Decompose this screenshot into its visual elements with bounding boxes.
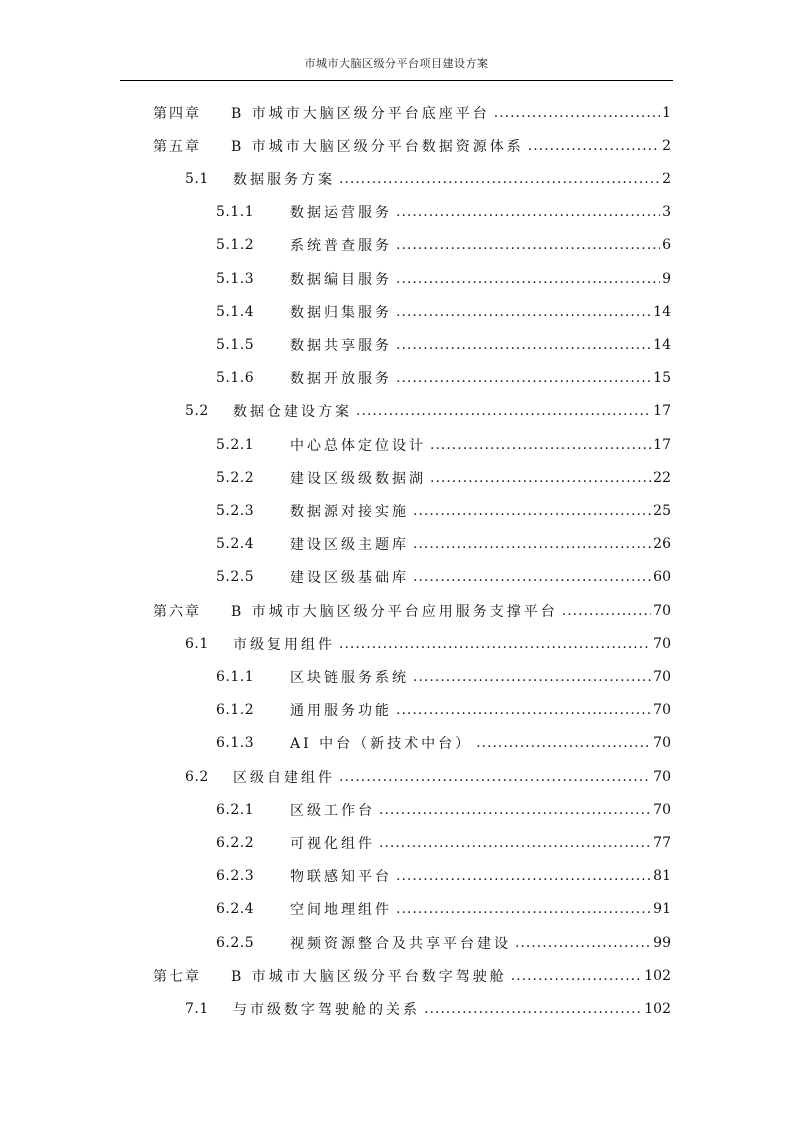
toc-entry[interactable] bbox=[185, 627, 671, 660]
toc-entry-number: 5.1 bbox=[185, 170, 209, 187]
toc-entry[interactable] bbox=[216, 860, 671, 893]
toc-entry[interactable] bbox=[216, 793, 671, 826]
toc-entry[interactable] bbox=[216, 727, 671, 760]
toc-entry-title: 区级工作台 bbox=[290, 802, 375, 819]
toc-entry[interactable] bbox=[216, 262, 671, 295]
toc-entry-number: 5.2.4 bbox=[216, 536, 255, 553]
toc-dot-leader bbox=[562, 603, 651, 619]
toc-entry-number: 5.1.3 bbox=[216, 270, 255, 287]
toc-entry-title: 物联感知平台 bbox=[290, 869, 392, 886]
toc-entry-page: 77 bbox=[653, 834, 671, 851]
toc-entry-number: 6.1.1 bbox=[216, 668, 255, 685]
toc-entry-number: 6.2 bbox=[185, 768, 209, 785]
toc-entry-number: 5.2.1 bbox=[216, 436, 255, 453]
toc-entry-title: 中心总体定位设计 bbox=[290, 437, 426, 454]
toc-entry-page: 9 bbox=[662, 270, 671, 287]
toc-entry-title: 通用服务功能 bbox=[290, 703, 392, 720]
toc-entry-page: 102 bbox=[644, 967, 671, 984]
toc-entry[interactable] bbox=[216, 528, 671, 561]
toc-entry-page: 25 bbox=[653, 502, 671, 519]
toc-entry-page: 3 bbox=[662, 204, 671, 221]
toc-entry[interactable] bbox=[216, 295, 671, 328]
toc-entry[interactable] bbox=[216, 893, 671, 926]
toc-entry[interactable] bbox=[216, 196, 671, 229]
toc-entry-number: 7.1 bbox=[185, 1000, 209, 1017]
toc-entry-title: 空间地理组件 bbox=[290, 902, 392, 919]
toc-entry-number: 6.1.3 bbox=[216, 735, 255, 752]
toc-entry-page: 60 bbox=[653, 569, 671, 586]
toc-entry-title: 与市级数字驾驶舱的关系 bbox=[233, 1001, 420, 1018]
toc-entry-title: B 市城市大脑区级分平台数据资源体系 bbox=[231, 138, 524, 155]
toc-dot-leader bbox=[396, 237, 660, 253]
toc-entry-title: 可视化组件 bbox=[290, 835, 375, 852]
toc-entry-title: 数据编目服务 bbox=[290, 271, 392, 288]
toc-dot-leader bbox=[424, 1001, 642, 1017]
toc-entry-number: 第四章 bbox=[153, 105, 201, 122]
toc-dot-leader bbox=[396, 370, 651, 386]
toc-dot-leader bbox=[356, 403, 651, 419]
toc-entry-title: 数据运营服务 bbox=[290, 205, 392, 222]
toc-dot-leader bbox=[413, 569, 651, 585]
toc-entry-number: 5.2 bbox=[185, 403, 209, 420]
toc-entry[interactable] bbox=[153, 959, 671, 992]
toc-entry-number: 第六章 bbox=[153, 603, 201, 620]
toc-dot-leader bbox=[396, 901, 651, 917]
toc-dot-leader bbox=[396, 204, 660, 220]
toc-entry-page: 70 bbox=[653, 702, 671, 719]
toc-entry[interactable] bbox=[216, 561, 671, 594]
toc-dot-leader bbox=[339, 636, 651, 652]
toc-entry-page: 1 bbox=[662, 104, 671, 121]
toc-entry-number: 第七章 bbox=[153, 968, 201, 985]
page-header: 市城市大脑区级分平台项目建设方案 bbox=[304, 57, 489, 70]
toc-entry[interactable] bbox=[185, 760, 671, 793]
toc-entry-page: 81 bbox=[653, 868, 671, 885]
toc-dot-leader bbox=[379, 802, 651, 818]
toc-entry-number: 5.1.4 bbox=[216, 303, 255, 320]
toc-entry-number: 5.2.3 bbox=[216, 502, 255, 519]
toc-dot-leader bbox=[515, 935, 651, 951]
toc-dot-leader bbox=[396, 868, 651, 884]
toc-entry-title: 系统普查服务 bbox=[290, 238, 392, 255]
toc-entry-title: 区块链服务系统 bbox=[290, 669, 409, 686]
toc-entry[interactable] bbox=[153, 96, 671, 129]
toc-entry-number: 6.1 bbox=[185, 635, 209, 652]
toc-entry[interactable] bbox=[216, 328, 671, 361]
toc-entry-title: 建设区级主题库 bbox=[290, 537, 409, 554]
toc-entry-title: 数据归集服务 bbox=[290, 304, 392, 321]
toc-entry-title: 数据仓建设方案 bbox=[233, 404, 352, 421]
toc-entry-page: 2 bbox=[662, 170, 671, 187]
toc-entry-number: 5.2.2 bbox=[216, 469, 255, 486]
toc-entry-page: 70 bbox=[653, 801, 671, 818]
toc-entry-number: 6.2.5 bbox=[216, 934, 255, 951]
toc-entry-page: 91 bbox=[653, 901, 671, 918]
toc-entry-number: 6.2.2 bbox=[216, 834, 255, 851]
toc-entry-page: 70 bbox=[653, 768, 671, 785]
toc-dot-leader bbox=[413, 536, 651, 552]
toc-entry-page: 14 bbox=[653, 336, 671, 353]
toc-dot-leader bbox=[413, 669, 651, 685]
toc-entry-number: 5.1.1 bbox=[216, 204, 255, 221]
toc-entry[interactable] bbox=[216, 494, 671, 527]
toc-entry-title: 市级复用组件 bbox=[233, 636, 335, 653]
toc-entry[interactable] bbox=[185, 395, 671, 428]
toc-dot-leader bbox=[430, 437, 651, 453]
toc-entry-page: 22 bbox=[653, 469, 671, 486]
toc-entry[interactable] bbox=[216, 229, 671, 262]
toc-dot-leader bbox=[476, 735, 651, 751]
toc-entry-title: 建设区级基础库 bbox=[290, 570, 409, 587]
toc-dot-leader bbox=[396, 304, 651, 320]
toc-dot-leader bbox=[396, 337, 651, 353]
toc-entry-page: 26 bbox=[653, 536, 671, 553]
toc-entry-number: 5.1.2 bbox=[216, 237, 255, 254]
toc-entry-page: 70 bbox=[653, 735, 671, 752]
toc-entry[interactable] bbox=[216, 694, 671, 727]
toc-entry-number: 6.1.2 bbox=[216, 702, 255, 719]
toc-dot-leader bbox=[379, 835, 651, 851]
toc-entry[interactable] bbox=[216, 428, 671, 461]
toc-dot-leader bbox=[339, 769, 651, 785]
toc-entry[interactable] bbox=[216, 926, 671, 959]
toc-entry[interactable] bbox=[216, 461, 671, 494]
toc-dot-leader bbox=[413, 503, 651, 519]
toc-entry-page: 70 bbox=[653, 668, 671, 685]
toc-entry-number: 6.2.4 bbox=[216, 901, 255, 918]
toc-entry-title: 数据共享服务 bbox=[290, 337, 392, 354]
toc-entry-title: 建设区级级数据湖 bbox=[290, 470, 426, 487]
toc-entry-title: B 市城市大脑区级分平台底座平台 bbox=[231, 105, 490, 122]
toc-entry-title: B 市城市大脑区级分平台数字驾驶舱 bbox=[231, 968, 507, 985]
toc-entry[interactable] bbox=[216, 362, 671, 395]
toc-entry-title: B 市城市大脑区级分平台应用服务支撑平台 bbox=[231, 603, 558, 620]
toc-entry-page: 6 bbox=[662, 237, 671, 254]
toc-entry-page: 17 bbox=[653, 436, 671, 453]
toc-entry[interactable] bbox=[185, 992, 671, 1025]
toc-entry[interactable] bbox=[153, 129, 671, 162]
toc-entry-number: 第五章 bbox=[153, 138, 201, 155]
toc-entry-page: 2 bbox=[662, 137, 671, 154]
toc-entry-page: 70 bbox=[653, 635, 671, 652]
toc-entry-number: 5.1.6 bbox=[216, 370, 255, 387]
header-rule bbox=[120, 80, 673, 81]
toc-entry-number: 6.2.3 bbox=[216, 868, 255, 885]
toc-entry[interactable] bbox=[216, 826, 671, 859]
toc-entry-page: 102 bbox=[644, 1000, 671, 1017]
toc-entry-title: AI 中台（新技术中台） bbox=[290, 736, 473, 753]
toc-entry-title: 视频资源整合及共享平台建设 bbox=[290, 935, 511, 952]
toc-entry-number: 6.2.1 bbox=[216, 801, 255, 818]
toc-entry-title: 数据源对接实施 bbox=[290, 503, 409, 520]
toc-dot-leader bbox=[528, 138, 660, 154]
toc-entry-page: 70 bbox=[653, 602, 671, 619]
toc-dot-leader bbox=[396, 271, 660, 287]
toc-entry[interactable] bbox=[216, 660, 671, 693]
toc-dot-leader bbox=[339, 171, 660, 187]
toc-entry-page: 14 bbox=[653, 303, 671, 320]
toc-entry-page: 17 bbox=[653, 403, 671, 420]
toc-entry-title: 数据服务方案 bbox=[233, 171, 335, 188]
toc-entry-number: 5.2.5 bbox=[216, 569, 255, 586]
toc-dot-leader bbox=[430, 470, 651, 486]
toc-entry-page: 15 bbox=[653, 370, 671, 387]
toc-entry[interactable] bbox=[185, 162, 671, 195]
toc-dot-leader bbox=[494, 105, 660, 121]
toc-entry-title: 区级自建组件 bbox=[233, 769, 335, 786]
toc-entry-page: 99 bbox=[653, 934, 671, 951]
toc-entry[interactable] bbox=[153, 594, 671, 627]
toc-entry-number: 5.1.5 bbox=[216, 336, 255, 353]
toc-dot-leader bbox=[511, 968, 643, 984]
toc-dot-leader bbox=[396, 702, 651, 718]
toc-entry-title: 数据开放服务 bbox=[290, 371, 392, 388]
